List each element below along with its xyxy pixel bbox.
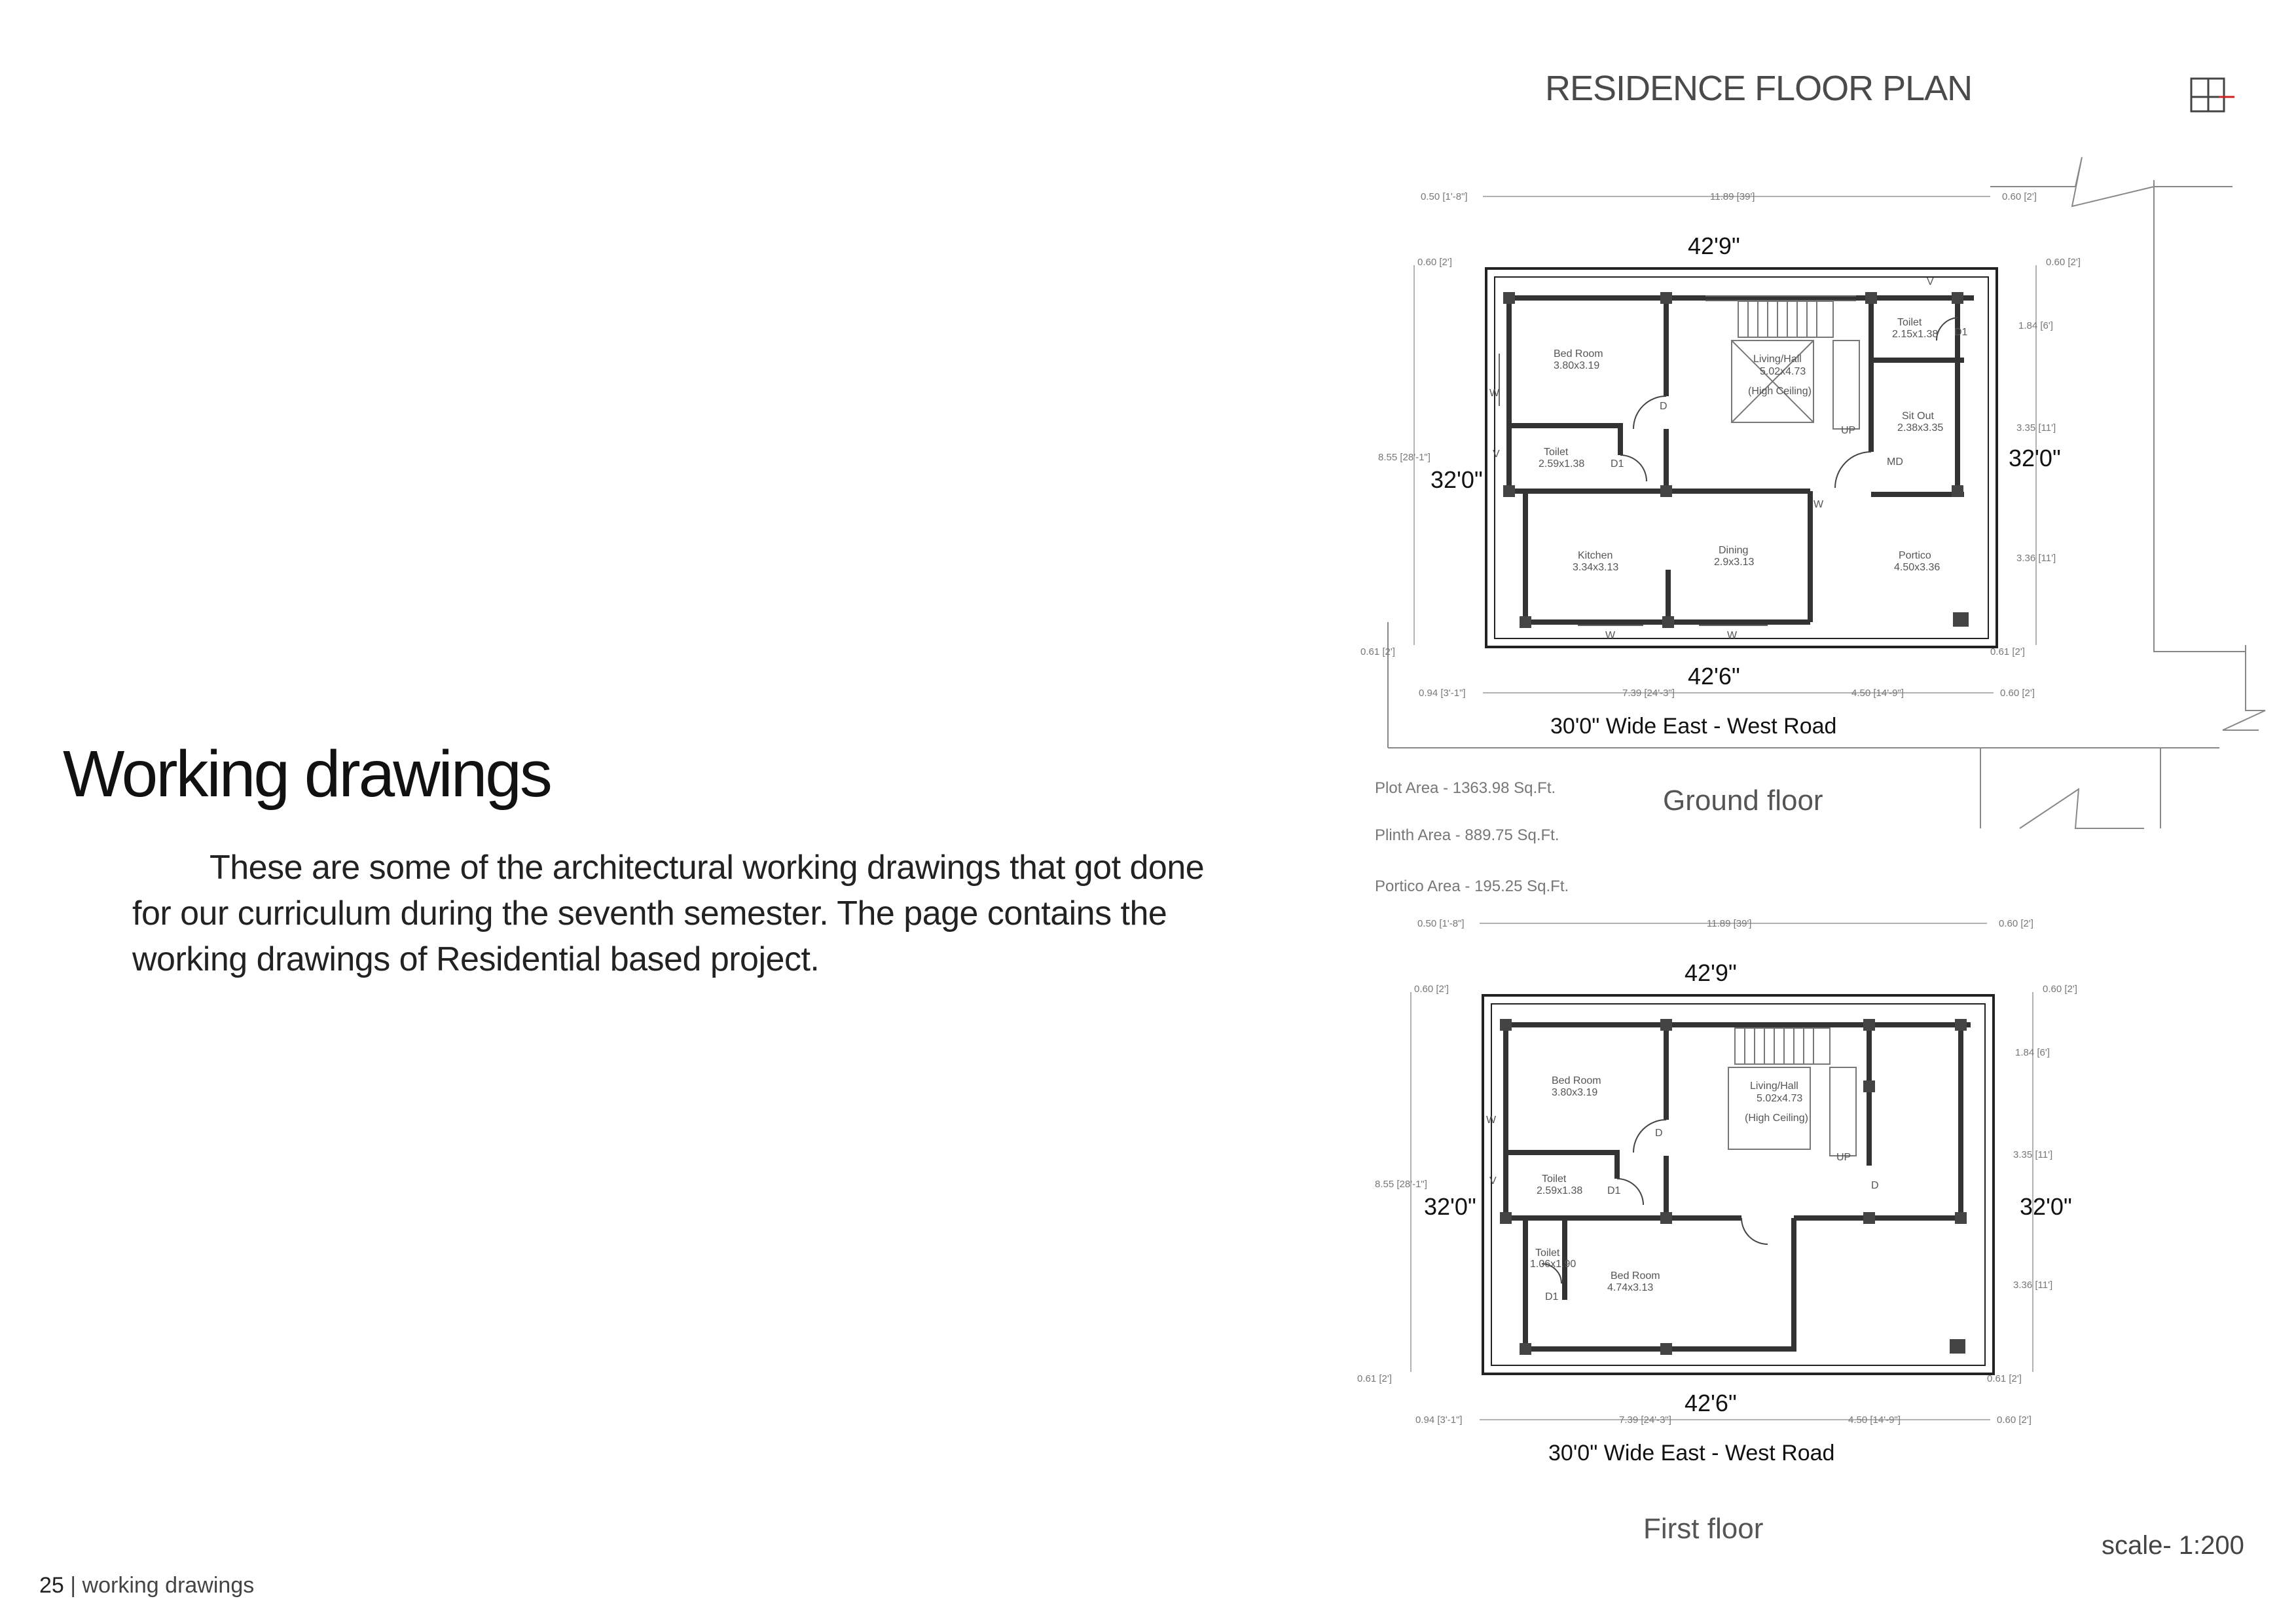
tag-door-d1: D1 bbox=[1611, 458, 1624, 470]
page-number: 25 bbox=[39, 1573, 64, 1598]
dim-bottom-3: 4.50 [14'-9"] bbox=[1851, 688, 1904, 699]
footer-section: | working drawings bbox=[70, 1573, 255, 1598]
ff-dim-left-3: 0.61 [2'] bbox=[1357, 1373, 1392, 1384]
ff-room-toilet2-size: 1.06x1.90 bbox=[1530, 1259, 1576, 1270]
ground-depth-left: 32'0" bbox=[1430, 466, 1483, 493]
room-dining-name: Dining bbox=[1719, 545, 1749, 556]
tag-window: W bbox=[1489, 388, 1500, 399]
ff-room-living-note: (High Ceiling) bbox=[1745, 1113, 1808, 1124]
tag-window-d: W bbox=[1727, 630, 1738, 641]
ff-dim-right-1: 0.60 [2'] bbox=[2043, 984, 2077, 995]
first-floor-plan bbox=[1357, 918, 2077, 1466]
room-living-size: 5.02x4.73 bbox=[1760, 366, 1806, 377]
ff-room-bedroom1-name: Bed Room bbox=[1552, 1075, 1601, 1086]
ff-dim-bottom-4: 0.60 [2'] bbox=[1997, 1414, 2032, 1426]
dim-bottom-2: 7.39 [24'-3"] bbox=[1622, 688, 1675, 699]
first-depth-right: 32'0" bbox=[2020, 1193, 2072, 1220]
room-portico-size: 4.50x3.36 bbox=[1894, 562, 1941, 573]
room-toilet1-size: 2.59x1.38 bbox=[1539, 458, 1585, 470]
first-width-top: 42'9" bbox=[1685, 959, 1737, 986]
room-dining-size: 2.9x3.13 bbox=[1714, 557, 1755, 568]
grid-plus-logo-icon bbox=[2190, 77, 2236, 114]
ground-floor-caption: Ground floor bbox=[1663, 784, 1823, 817]
room-kitchen-size: 3.34x3.13 bbox=[1573, 562, 1619, 573]
ff-dim-top-1: 0.50 [1'-8"] bbox=[1417, 918, 1465, 929]
tag-ventilator-b: V bbox=[1927, 276, 1934, 287]
ff-dim-right-3: 3.35 [11'] bbox=[2013, 1149, 2053, 1160]
section-description: These are some of the architectural working drawings that got done for our curriculum during the seventh semester. The page contains the working drawings of Residential based project. bbox=[132, 849, 1205, 978]
tag-door-d1-b: D1 bbox=[1954, 327, 1968, 338]
ff-room-bedroom2-name: Bed Room bbox=[1611, 1270, 1660, 1282]
room-living-note: (High Ceiling) bbox=[1748, 386, 1812, 397]
dim-left-3: 0.61 [2'] bbox=[1360, 646, 1395, 657]
ground-width-top: 42'9" bbox=[1688, 232, 1740, 259]
first-floor-caption: First floor bbox=[1643, 1513, 1764, 1545]
dim-left-1: 0.60 [2'] bbox=[1417, 257, 1452, 268]
plinth-area-label: Plinth Area - 889.75 Sq.Ft. bbox=[1375, 826, 1559, 844]
dim-right-1: 0.60 [2'] bbox=[2046, 257, 2081, 268]
room-sitout-name: Sit Out bbox=[1902, 411, 1934, 422]
room-bedroom-size: 3.80x3.19 bbox=[1554, 360, 1600, 371]
ff-dim-right-2: 1.84 [6'] bbox=[2015, 1047, 2050, 1058]
plot-area-label: Plot Area - 1363.98 Sq.Ft. bbox=[1375, 779, 1556, 797]
ff-dim-bottom-3: 4.50 [14'-9"] bbox=[1848, 1414, 1901, 1426]
room-kitchen-name: Kitchen bbox=[1578, 550, 1613, 561]
ff-dim-top-2: 11.89 [39'] bbox=[1707, 918, 1752, 929]
ff-dim-top-3: 0.60 [2'] bbox=[1999, 918, 2033, 929]
first-width-bottom: 42'6" bbox=[1685, 1390, 1737, 1416]
ff-room-living-size: 5.02x4.73 bbox=[1757, 1093, 1803, 1104]
ff-room-bedroom1-size: 3.80x3.19 bbox=[1552, 1087, 1598, 1098]
ff-dim-right-4: 3.36 [11'] bbox=[2013, 1280, 2053, 1291]
room-living-name: Living/Hall bbox=[1753, 354, 1802, 365]
tag-main-door: MD bbox=[1887, 456, 1903, 468]
section-heading: Working drawings bbox=[63, 737, 551, 811]
dim-bottom-4: 0.60 [2'] bbox=[2000, 688, 2035, 699]
ff-room-living-name: Living/Hall bbox=[1750, 1080, 1798, 1092]
tag-window-b: W bbox=[1813, 499, 1824, 510]
tag-window-c: W bbox=[1605, 630, 1616, 641]
dim-top-2: 11.89 [39'] bbox=[1710, 191, 1755, 202]
page-title: RESIDENCE FLOOR PLAN bbox=[1545, 69, 1973, 108]
ground-depth-right: 32'0" bbox=[2009, 445, 2061, 471]
ff-tag-door-d1-b: D1 bbox=[1545, 1291, 1559, 1302]
dim-top-3: 0.60 [2'] bbox=[2002, 191, 2037, 202]
ground-floor-plan bbox=[1360, 157, 2265, 828]
room-bedroom-name: Bed Room bbox=[1554, 348, 1603, 360]
ff-tag-door-b: D bbox=[1871, 1180, 1879, 1191]
room-toilet2-name: Toilet bbox=[1897, 317, 1922, 328]
ff-dim-bottom-1: 0.94 [3'-1"] bbox=[1415, 1414, 1463, 1426]
ff-room-toilet1-name: Toilet bbox=[1542, 1173, 1567, 1185]
dim-bottom-1: 0.94 [3'-1"] bbox=[1419, 688, 1466, 699]
ff-room-toilet2-name: Toilet bbox=[1535, 1247, 1560, 1259]
ff-tag-door: D bbox=[1655, 1128, 1663, 1139]
tag-up: UP bbox=[1841, 425, 1856, 436]
room-toilet2-size: 2.15x1.38 bbox=[1892, 329, 1939, 340]
tag-door: D bbox=[1660, 401, 1667, 412]
tag-ventilator: V bbox=[1493, 449, 1500, 460]
room-sitout-size: 2.38x3.35 bbox=[1897, 422, 1944, 434]
portico-area-label: Portico Area - 195.25 Sq.Ft. bbox=[1375, 877, 1569, 895]
ff-room-toilet1-size: 2.59x1.38 bbox=[1537, 1185, 1583, 1196]
dim-right-5: 0.61 [2'] bbox=[1990, 646, 2025, 657]
dim-right-4: 3.36 [11'] bbox=[2016, 553, 2056, 564]
scale-label: scale- 1:200 bbox=[2102, 1531, 2244, 1560]
room-portico-name: Portico bbox=[1899, 550, 1931, 561]
dim-right-2: 1.84 [6'] bbox=[2018, 320, 2053, 331]
dim-right-3: 3.35 [11'] bbox=[2016, 422, 2056, 434]
ff-dim-right-5: 0.61 [2'] bbox=[1987, 1373, 2022, 1384]
dim-left-2: 8.55 [28'-1"] bbox=[1378, 452, 1430, 463]
ground-width-bottom: 42'6" bbox=[1688, 663, 1740, 690]
ff-tag-up: UP bbox=[1836, 1152, 1851, 1163]
ff-tag-window: W bbox=[1486, 1115, 1497, 1126]
first-depth-left: 32'0" bbox=[1424, 1193, 1476, 1220]
ground-road-label: 30'0" Wide East - West Road bbox=[1550, 714, 1837, 739]
ff-room-bedroom2-size: 4.74x3.13 bbox=[1607, 1282, 1654, 1293]
ff-tag-door-d1: D1 bbox=[1607, 1185, 1621, 1196]
dim-top-1: 0.50 [1'-8"] bbox=[1421, 191, 1468, 202]
ff-dim-bottom-2: 7.39 [24'-3"] bbox=[1619, 1414, 1671, 1426]
ff-dim-left-2: 8.55 [28'-1"] bbox=[1375, 1179, 1427, 1190]
ff-dim-left-1: 0.60 [2'] bbox=[1414, 984, 1449, 995]
page-footer bbox=[39, 1573, 254, 1598]
ff-tag-ventilator: V bbox=[1489, 1175, 1497, 1187]
first-road-label: 30'0" Wide East - West Road bbox=[1548, 1441, 1835, 1466]
room-toilet1-name: Toilet bbox=[1544, 447, 1569, 458]
